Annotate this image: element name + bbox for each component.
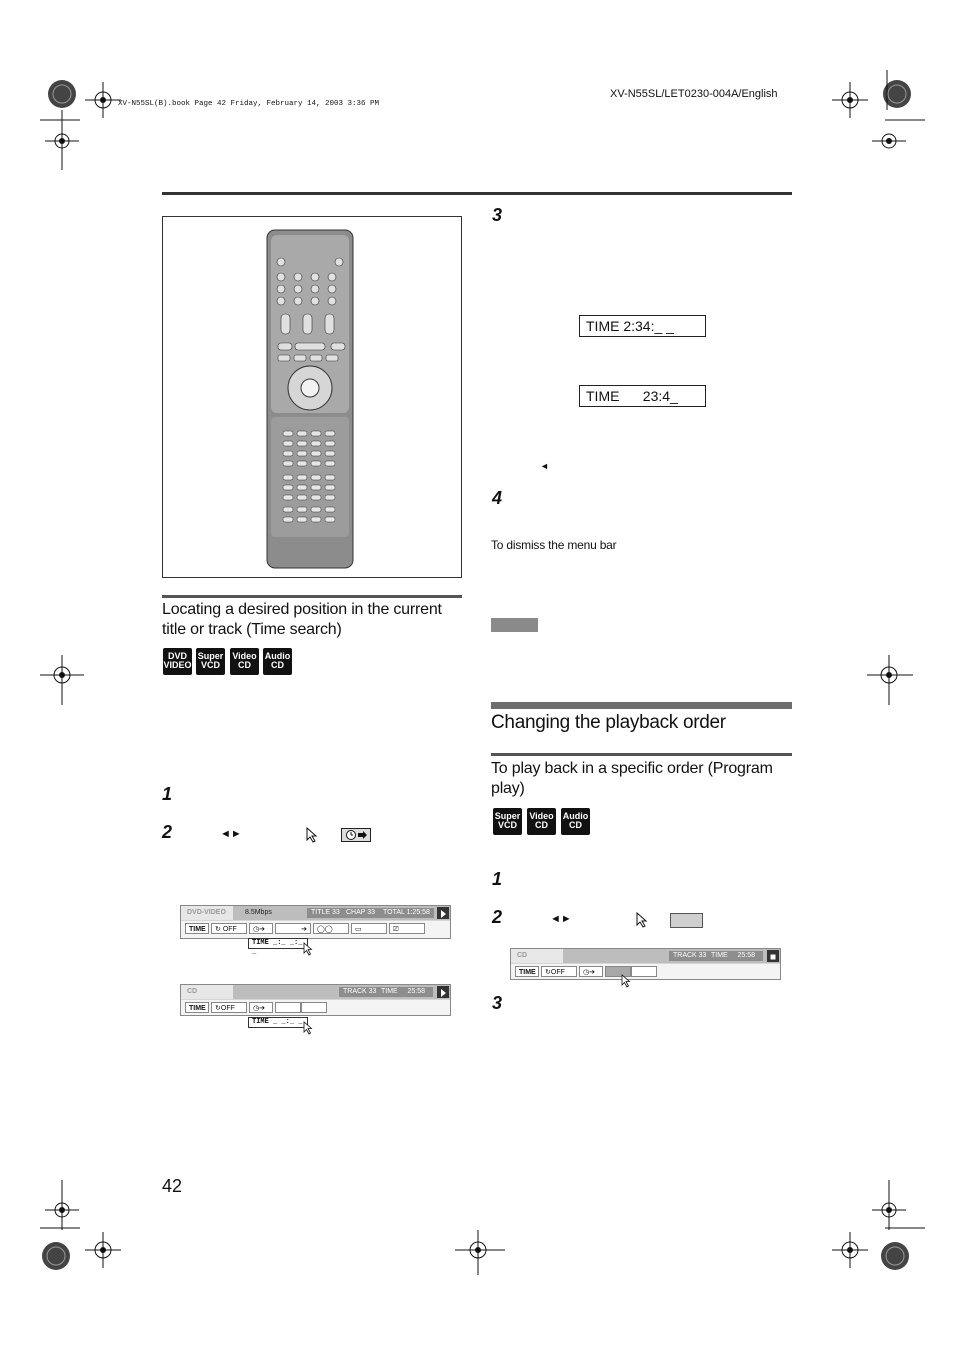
page-number: 42 xyxy=(162,1176,183,1196)
cd-bar-random[interactable] xyxy=(631,966,657,977)
step-1-number: 1 xyxy=(162,784,173,804)
step-3-number: 3 xyxy=(492,205,503,225)
dvd-bar-total: TOTAL 1:25:58 xyxy=(379,908,434,918)
dvd-bar-audio[interactable]: ◯◯ xyxy=(313,923,349,934)
remote-illustration-frame xyxy=(162,216,462,578)
cd-menu-bar-left xyxy=(180,984,451,1016)
dvd-bar-time-button[interactable]: TIME xyxy=(185,923,209,934)
cd-bar-track: TRACK 33 xyxy=(669,951,710,961)
pointer-icon xyxy=(305,827,319,843)
play-icon xyxy=(437,986,449,998)
cd-bar-repeat[interactable]: ↻OFF xyxy=(541,966,577,977)
dvd-bar-subtitle[interactable]: ▭ xyxy=(351,923,387,934)
cd-bar-time-label: TIME 25:58 xyxy=(377,987,433,997)
note-marker xyxy=(491,618,538,632)
pointer-icon xyxy=(302,1021,314,1035)
repeat-icon: ↻ xyxy=(545,969,551,976)
pointer-icon xyxy=(635,912,649,928)
cd-bar-time-label: TIME 25:58 xyxy=(707,951,763,961)
registration-mark-mid-right xyxy=(865,655,915,705)
book-stamp: XV-N55SL(B).book Page 42 Friday, February 14, 2003 3:36 PM xyxy=(118,100,380,108)
osd-time-display-2: TIME 23:4_ xyxy=(579,385,706,407)
dvd-time-entry-field[interactable]: TIME _:_ _:_ _ xyxy=(248,938,308,949)
cd-bar-time-button[interactable]: TIME xyxy=(185,1002,209,1013)
cd-bar-random[interactable] xyxy=(301,1002,327,1013)
cd-time-entry-field[interactable]: TIME _ _:_ _ xyxy=(248,1017,308,1028)
repeat-icon: ↻ xyxy=(215,1005,221,1012)
remote-control-image xyxy=(163,217,461,577)
cd-bar-track: TRACK 33 xyxy=(339,987,380,997)
time-search-icon-button xyxy=(341,828,371,842)
pointer-icon xyxy=(620,974,632,988)
registration-mark-top-right xyxy=(815,70,925,170)
right-section-rule-sub xyxy=(491,753,792,756)
badge-audio-cd: Audio CD xyxy=(263,648,292,675)
badge-audio-cd: Audio CD xyxy=(561,808,590,835)
program-play-title-line1: To play back in a specific order (Program xyxy=(491,760,773,777)
program-play-title-line2: play) xyxy=(491,780,525,797)
right-section-rule-top xyxy=(491,702,792,709)
step-1-number: 1 xyxy=(492,869,503,889)
dvd-bar-chapter-search[interactable]: ➔ xyxy=(275,923,311,934)
left-arrow-key: ◄ xyxy=(540,461,549,471)
registration-mark-bottom-left xyxy=(40,1180,150,1290)
cd-bar-time-search[interactable]: ◷➔ xyxy=(579,966,603,977)
cd-bar-label: CD xyxy=(511,949,563,963)
top-rule xyxy=(162,192,792,195)
cd-bar-time-button[interactable]: TIME xyxy=(515,966,539,977)
cursor-arrow-keys: ◄► xyxy=(550,913,572,925)
registration-mark-bottom-center xyxy=(455,1230,505,1280)
cursor-arrow-keys: ◄► xyxy=(220,828,242,840)
badge-super-vcd: Super VCD xyxy=(493,808,522,835)
play-icon xyxy=(437,907,449,919)
dvd-bar-chapter: CHAP 33 xyxy=(342,908,379,918)
doc-code: XV-N55SL/LET0230-004A/English xyxy=(610,88,778,100)
badge-dvd-video: DVD VIDEO xyxy=(163,648,192,675)
step-3-number: 3 xyxy=(492,993,503,1013)
dvd-bar-repeat[interactable]: ↻ OFF xyxy=(211,923,247,934)
dvd-bar-time-search[interactable]: ◷➔ xyxy=(249,923,273,934)
osd-time-display-1: TIME 2:34:_ _ xyxy=(579,315,706,337)
cd-bar-time-search[interactable]: ◷➔ xyxy=(249,1002,273,1013)
cd-bar-label: CD xyxy=(181,985,233,999)
badge-video-cd: Video CD xyxy=(527,808,556,835)
cd-bar-program[interactable] xyxy=(275,1002,301,1013)
dvd-bar-bitrate: 8.5Mbps xyxy=(245,909,272,916)
clock-arrow-icon xyxy=(342,829,370,841)
step-4-number: 4 xyxy=(492,488,503,508)
registration-mark-top-left xyxy=(40,70,150,170)
cd-menu-bar-right xyxy=(510,948,781,980)
repeat-icon: ↻ xyxy=(215,926,221,933)
left-section-rule xyxy=(162,595,462,598)
dismiss-menu-bar-heading: To dismiss the menu bar xyxy=(491,538,617,552)
dvd-bar-label: DVD-VIDEO xyxy=(181,906,233,920)
stop-icon xyxy=(767,950,779,962)
time-search-title-line2: title or track (Time search) xyxy=(162,621,342,638)
badge-super-vcd: Super VCD xyxy=(196,648,225,675)
dvd-menu-bar xyxy=(180,905,451,939)
cd-bar-repeat[interactable]: ↻OFF xyxy=(211,1002,247,1013)
time-search-title-line1: Locating a desired position in the current xyxy=(162,601,442,618)
step-2-number: 2 xyxy=(162,822,173,842)
registration-mark-bottom-right xyxy=(815,1180,925,1290)
registration-mark-mid-left xyxy=(40,655,90,705)
dvd-bar-title: TITLE 33 xyxy=(307,908,344,918)
dvd-bar-angle[interactable]: ⎚ xyxy=(389,923,425,934)
playback-order-title: Changing the playback order xyxy=(491,712,726,733)
pointer-icon xyxy=(302,942,314,956)
badge-video-cd: Video CD xyxy=(230,648,259,675)
program-icon-button xyxy=(670,913,703,928)
step-2-number: 2 xyxy=(492,907,503,927)
